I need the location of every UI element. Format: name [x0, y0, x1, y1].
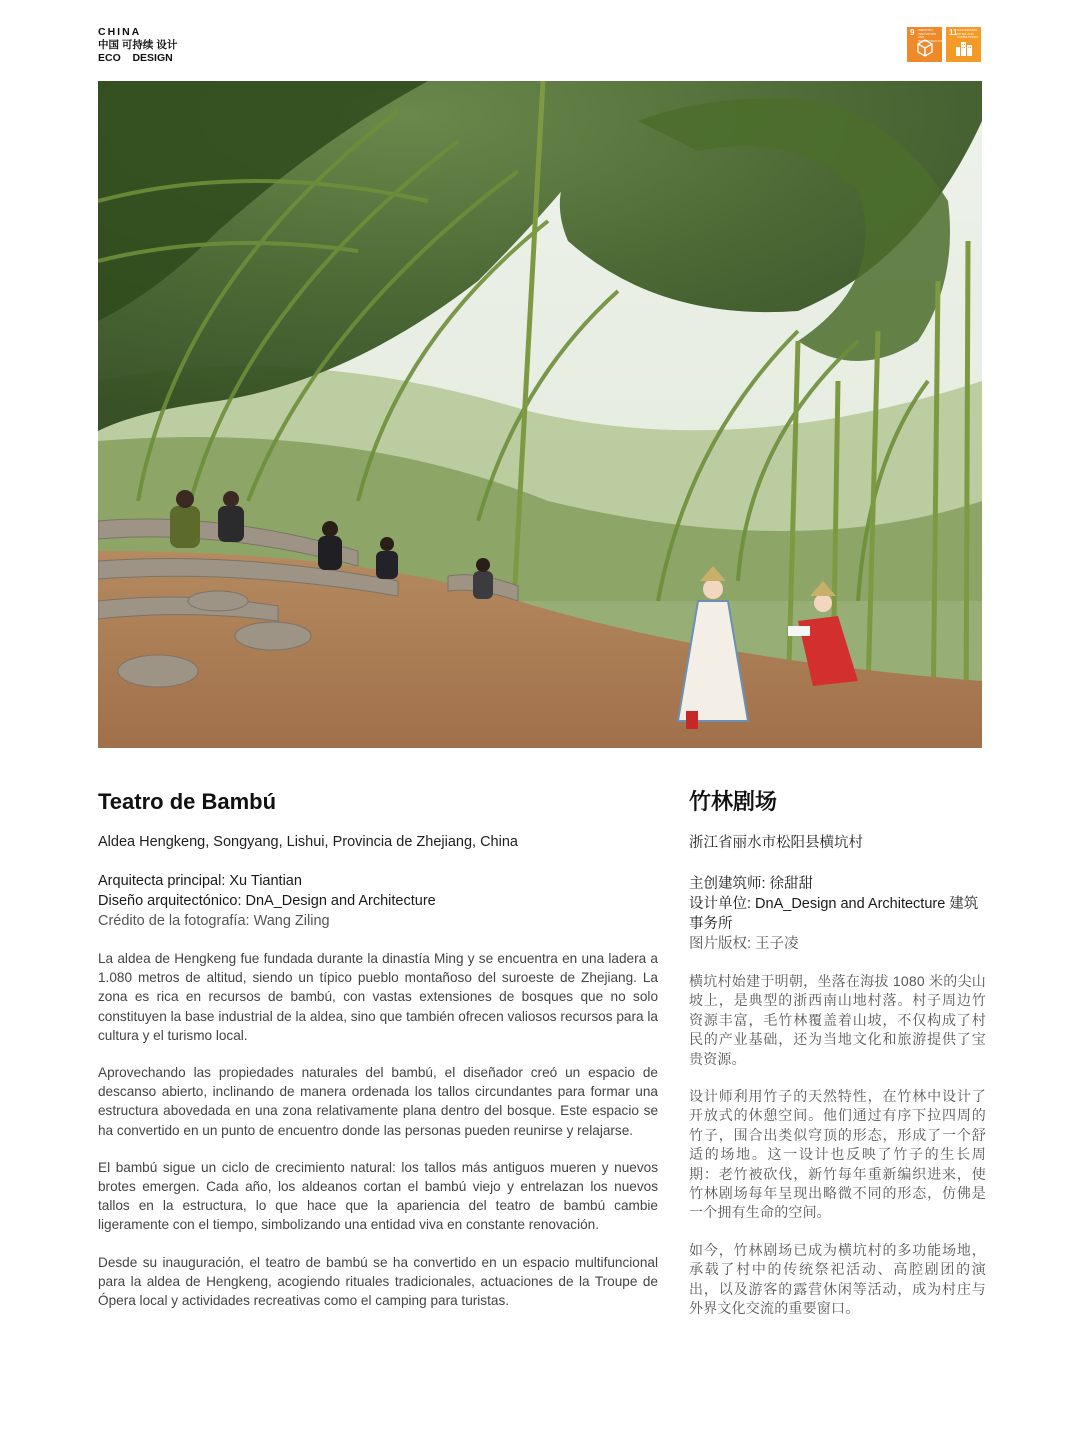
chinese-column — [689, 787, 986, 1333]
architect-spanish: Arquitecta principal: Xu Tiantian — [98, 873, 302, 889]
photo-credit-chinese: 图片版权: 王子凌 — [689, 936, 799, 952]
paragraph-spanish-2: Aprovechando las propiedades naturales del bambú, el diseñador creó un espacio de descanso abierto, inclinando de manera ordenada los tallos circundantes para formar una estructura abovedada en una zona relativamente plana dentro del bosque. Este espacio se ha convertido en un punto de encuentro donde las personas pueden reunirse y relajarse. — [98, 1065, 658, 1138]
city-icon — [954, 38, 974, 58]
cube-icon — [915, 38, 935, 58]
logo-line-eco-design — [98, 52, 177, 65]
logo-line-chinese: 中国 可持续 设计 — [98, 39, 178, 51]
architect-chinese: 主创建筑师: 徐甜甜 — [689, 876, 814, 892]
location-chinese: 浙江省丽水市松阳县横坑村 — [689, 835, 863, 851]
sdg-badge-11 — [946, 27, 981, 62]
design-firm-spanish: Diseño arquitectónico: DnA_Design and Architecture — [98, 893, 436, 909]
logo-word-design: DESIGN — [132, 52, 173, 64]
paragraph-spanish-4: Desde su inauguración, el teatro de bambú se ha convertido en un espacio multifuncional para la aldea de Hengkeng, acogiendo rituales tradicionales, actuaciones de la Troupe de Ópera local y actividades recreativas como el camping para turistas. — [98, 1254, 658, 1309]
sdg-badge-number: 11 — [949, 28, 958, 37]
paragraph-spanish-3: El bambú sigue un ciclo de crecimiento natural: los tallos más antiguos mueren y nuevos brotes emergen. Cada año, los aldeanos cortan el bambú viejo y entrelazan los nuevos tallos en la estructura, lo que hace que la apariencia del teatro de bambú cambie ligeramente con el tiempo, simbolizando una entidad viva en constante renovación. — [98, 1159, 658, 1233]
design-firm-chinese: 设计单位: DnA_Design and Architecture 建筑事务所 — [689, 896, 979, 932]
credits-chinese — [689, 874, 986, 954]
sdg-badge-caption: INDUSTRY, INNOVATION AND INFRASTRUCTURE — [918, 28, 946, 43]
title-spanish: Teatro de Bambú — [98, 789, 277, 814]
logo-word-eco: ECO — [98, 52, 121, 64]
paragraph-spanish-1: La aldea de Hengkeng fue fundada durante la dinastía Ming y se encuentra en una ladera a 1.080 metros de altitud, siendo un típico pueblo montañoso del suroeste de Zhejiang. La zona es rica en recursos de bambú, con vastas extensiones de bosques que no solo constituyen la base industrial de la aldea, sino que también ofrecen valiosos recursos para la cultura y el turismo local. — [98, 951, 658, 1043]
sdg-badge-number: 9 — [910, 28, 915, 37]
china-eco-design-logo — [98, 26, 177, 65]
photo-credit-spanish: Crédito de la fotografía: Wang Ziling — [98, 913, 330, 929]
bamboo-theatre-photo — [98, 81, 982, 748]
spanish-column — [98, 787, 658, 1324]
logo-line-china: CHINA — [98, 26, 142, 38]
location-spanish: Aldea Hengkeng, Songyang, Lishui, Provincia de Zhejiang, China — [98, 834, 518, 850]
paragraph-chinese-3: 如今，竹林剧场已成为横坑村的多功能场地，承载了村中的传统祭祀活动、高腔剧团的演出，以及游客的露营休闲等活动，成为村庄与外界文化交流的重要窗口。 — [689, 1241, 986, 1317]
paragraph-chinese-2: 设计师利用竹子的天然特性，在竹林中设计了开放式的休憩空间。他们通过有序下拉四周的竹子，围合出类似穹顶的形态，形成了一个舒适的场地。这一设计也反映了竹子的生长周期：老竹被砍伐，新竹每年重新编织进来，使竹林剧场每年呈现出略微不同的形态，仿佛是一个拥有生命的空间。 — [689, 1088, 986, 1221]
sdg-badge-caption: SUSTAINABLE CITIES AND COMMUNITIES — [957, 28, 979, 39]
title-chinese: 竹林剧场 — [689, 789, 778, 814]
credits-spanish — [98, 871, 658, 931]
paragraph-chinese-1: 横坑村始建于明朝，坐落在海拔 1080 米的尖山坡上，是典型的浙西南山地村落。村子周边竹资源丰富，毛竹林覆盖着山坡，不仅构成了村民的产业基础，还为当地文化和旅游提供了宝贵资源。 — [689, 973, 986, 1067]
sdg-badge-9 — [907, 27, 946, 62]
